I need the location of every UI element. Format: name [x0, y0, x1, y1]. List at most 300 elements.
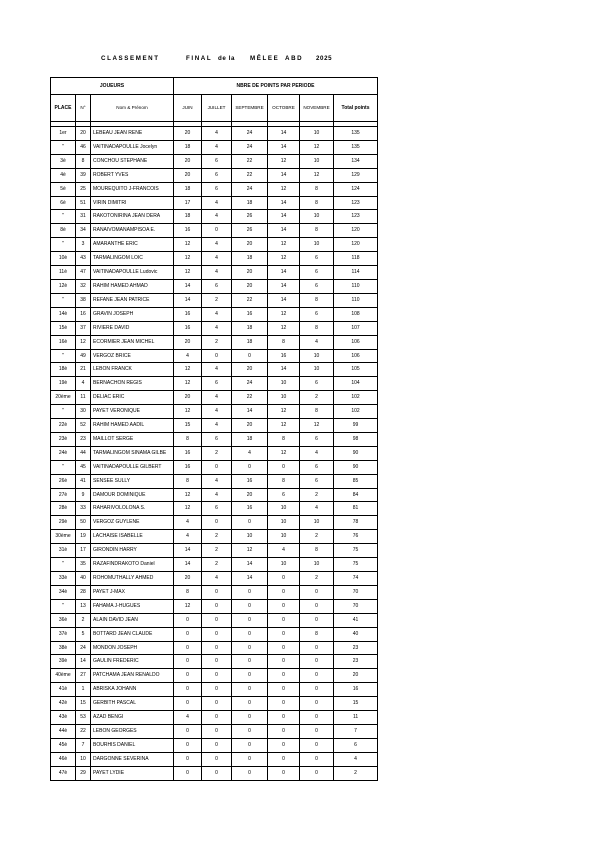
july-cell: 6 — [202, 168, 232, 182]
october-cell: 0 — [268, 572, 300, 586]
table-row — [51, 655, 378, 669]
name-cell: RAHIM HAMED AHMAD — [91, 279, 174, 293]
place-cell: 1er — [51, 127, 76, 141]
september-cell: 24 — [232, 140, 268, 154]
name-cell: LACHAISE ISABELLE — [91, 530, 174, 544]
table-row — [51, 516, 378, 530]
name-cell: ROHOMUTHALLY AHMED — [91, 572, 174, 586]
number-cell: 21 — [76, 363, 91, 377]
table-row — [51, 502, 378, 516]
name-cell: REFANE JEAN PATRICE — [91, 293, 174, 307]
november-cell: 12 — [300, 140, 334, 154]
place-cell: 44è — [51, 724, 76, 738]
november-cell: 10 — [300, 363, 334, 377]
november-cell: 0 — [300, 697, 334, 711]
number-cell: 53 — [76, 711, 91, 725]
november-cell: 8 — [300, 405, 334, 419]
october-cell: 0 — [268, 627, 300, 641]
place-cell: " — [51, 210, 76, 224]
july-cell: 6 — [202, 154, 232, 168]
total-cell: 7 — [334, 724, 378, 738]
table-row — [51, 154, 378, 168]
place-cell: 31è — [51, 544, 76, 558]
june-cell: 0 — [174, 683, 202, 697]
july-cell: 0 — [202, 697, 232, 711]
number-cell: 16 — [76, 307, 91, 321]
number-cell: 14 — [76, 655, 91, 669]
july-cell: 6 — [202, 502, 232, 516]
place-cell: 12è — [51, 279, 76, 293]
november-cell: 2 — [300, 530, 334, 544]
november-cell: 6 — [300, 432, 334, 446]
name-cell: VAITINADAPOULLE Jocelyn — [91, 140, 174, 154]
number-cell: 30 — [76, 405, 91, 419]
july-cell: 4 — [202, 321, 232, 335]
november-cell: 6 — [300, 474, 334, 488]
total-cell: 108 — [334, 307, 378, 321]
june-cell: 16 — [174, 307, 202, 321]
july-cell: 4 — [202, 363, 232, 377]
november-cell: 4 — [300, 335, 334, 349]
place-cell: 10è — [51, 252, 76, 266]
july-cell: 0 — [202, 752, 232, 766]
name-cell: GERBITH PASCAL — [91, 697, 174, 711]
total-cell: 110 — [334, 279, 378, 293]
table-row — [51, 697, 378, 711]
name-cell: LEBON FRANCK — [91, 363, 174, 377]
place-cell: " — [51, 460, 76, 474]
june-cell: 16 — [174, 446, 202, 460]
october-cell: 14 — [268, 210, 300, 224]
june-cell: 20 — [174, 335, 202, 349]
june-cell: 12 — [174, 377, 202, 391]
place-cell: " — [51, 293, 76, 307]
september-cell: 0 — [232, 641, 268, 655]
number-cell: 45 — [76, 460, 91, 474]
table-row — [51, 419, 378, 433]
november-cell: 4 — [300, 502, 334, 516]
june-cell: 14 — [174, 544, 202, 558]
table-row — [51, 266, 378, 280]
number-cell: 15 — [76, 697, 91, 711]
october-cell: 12 — [268, 446, 300, 460]
september-cell: 14 — [232, 558, 268, 572]
number-cell: 32 — [76, 279, 91, 293]
name-cell: PATCHAMA JEAN RENALDO — [91, 669, 174, 683]
october-cell: 6 — [268, 488, 300, 502]
october-cell: 4 — [268, 544, 300, 558]
september-cell: 12 — [232, 544, 268, 558]
number-cell: 31 — [76, 210, 91, 224]
september-cell: 20 — [232, 363, 268, 377]
june-cell: 14 — [174, 293, 202, 307]
november-cell: 8 — [300, 321, 334, 335]
page-title — [0, 55, 595, 67]
july-cell: 6 — [202, 377, 232, 391]
total-cell: 20 — [334, 669, 378, 683]
table-row — [51, 210, 378, 224]
period-header: NBRE DE POINTS PAR PERIODE — [174, 78, 378, 95]
place-cell: " — [51, 558, 76, 572]
place-cell: 4è — [51, 168, 76, 182]
september-cell: 0 — [232, 683, 268, 697]
july-cell: 4 — [202, 488, 232, 502]
july-cell: 0 — [202, 516, 232, 530]
october-cell: 0 — [268, 738, 300, 752]
total-cell: 41 — [334, 613, 378, 627]
june-cell: 16 — [174, 224, 202, 238]
november-cell: 0 — [300, 669, 334, 683]
june-cell: 12 — [174, 252, 202, 266]
october-cell: 0 — [268, 711, 300, 725]
place-header: PLACE — [51, 95, 76, 122]
november-cell: 10 — [300, 238, 334, 252]
table-row — [51, 279, 378, 293]
total-cell: 75 — [334, 558, 378, 572]
number-cell: 43 — [76, 252, 91, 266]
table-row — [51, 377, 378, 391]
july-cell: 4 — [202, 391, 232, 405]
total-cell: 106 — [334, 349, 378, 363]
october-cell: 0 — [268, 585, 300, 599]
table-row — [51, 572, 378, 586]
total-cell: 98 — [334, 432, 378, 446]
july-cell: 4 — [202, 419, 232, 433]
players-header: JOUEURS — [51, 78, 174, 95]
november-cell: 0 — [300, 613, 334, 627]
table-row — [51, 321, 378, 335]
september-cell: 0 — [232, 711, 268, 725]
november-cell: 6 — [300, 377, 334, 391]
table-row — [51, 196, 378, 210]
september-cell: 24 — [232, 377, 268, 391]
november-cell: 10 — [300, 558, 334, 572]
table-row — [51, 335, 378, 349]
name-cell: MONDON JOSEPH — [91, 641, 174, 655]
name-cell: PAYET LYDIE — [91, 766, 174, 780]
june-cell: 0 — [174, 613, 202, 627]
september-cell: 0 — [232, 752, 268, 766]
june-cell: 12 — [174, 599, 202, 613]
october-cell: 14 — [268, 224, 300, 238]
july-cell: 0 — [202, 724, 232, 738]
place-cell: 45è — [51, 738, 76, 752]
place-cell: 37è — [51, 627, 76, 641]
total-cell: 104 — [334, 377, 378, 391]
october-cell: 0 — [268, 724, 300, 738]
july-cell: 0 — [202, 766, 232, 780]
november-cell: 0 — [300, 585, 334, 599]
november-cell: 4 — [300, 446, 334, 460]
name-cell: LEBEAU JEAN RENE — [91, 127, 174, 141]
november-cell: 12 — [300, 419, 334, 433]
september-cell: 18 — [232, 321, 268, 335]
september-cell: 0 — [232, 627, 268, 641]
june-cell: 4 — [174, 530, 202, 544]
place-cell: 20ème — [51, 391, 76, 405]
november-cell: 8 — [300, 182, 334, 196]
total-cell: 102 — [334, 405, 378, 419]
total-cell: 2 — [334, 766, 378, 780]
name-cell: VAITINADAPOULLE Ludovic — [91, 266, 174, 280]
september-cell: 22 — [232, 154, 268, 168]
october-cell: 14 — [268, 196, 300, 210]
july-cell: 4 — [202, 307, 232, 321]
september-cell: 16 — [232, 474, 268, 488]
october-cell: 12 — [268, 419, 300, 433]
name-cell: TARMALINGOM SINAMA GILBE — [91, 446, 174, 460]
october-cell: 10 — [268, 516, 300, 530]
september-cell: 0 — [232, 349, 268, 363]
september-cell: 14 — [232, 572, 268, 586]
table-row — [51, 752, 378, 766]
june-cell: 12 — [174, 488, 202, 502]
name-cell: MOUREQUITO J-FRANCOIS — [91, 182, 174, 196]
november-cell: 8 — [300, 293, 334, 307]
july-cell: 2 — [202, 335, 232, 349]
october-cell: 16 — [268, 349, 300, 363]
place-cell: 39è — [51, 655, 76, 669]
september-cell: 0 — [232, 697, 268, 711]
name-cell: BOTTARD JEAN CLAUDE — [91, 627, 174, 641]
place-cell: " — [51, 238, 76, 252]
name-cell: FAHAMA J-HUGUES — [91, 599, 174, 613]
october-cell: 12 — [268, 307, 300, 321]
number-cell: 11 — [76, 391, 91, 405]
june-cell: 20 — [174, 154, 202, 168]
june-cell: 8 — [174, 432, 202, 446]
june-cell: 0 — [174, 655, 202, 669]
june-cell: 8 — [174, 585, 202, 599]
june-cell: 0 — [174, 627, 202, 641]
total-cell: 120 — [334, 238, 378, 252]
table-row — [51, 711, 378, 725]
name-header: Nom & Prénom — [91, 95, 174, 122]
table-row — [51, 474, 378, 488]
total-cell: 40 — [334, 627, 378, 641]
july-cell: 4 — [202, 127, 232, 141]
june-cell: 12 — [174, 405, 202, 419]
july-cell: 4 — [202, 266, 232, 280]
number-cell: 39 — [76, 168, 91, 182]
name-cell: VAITINADAPOULLE GILBERT — [91, 460, 174, 474]
october-cell: 14 — [268, 363, 300, 377]
july-cell: 0 — [202, 349, 232, 363]
october-cell: 12 — [268, 321, 300, 335]
table-row — [51, 585, 378, 599]
september-cell: 0 — [232, 613, 268, 627]
number-cell: 8 — [76, 154, 91, 168]
number-cell: 44 — [76, 446, 91, 460]
june-cell: 4 — [174, 711, 202, 725]
july-cell: 0 — [202, 599, 232, 613]
number-cell: 47 — [76, 266, 91, 280]
number-cell: 1 — [76, 683, 91, 697]
july-cell: 4 — [202, 210, 232, 224]
place-cell: 41è — [51, 683, 76, 697]
july-cell: 4 — [202, 474, 232, 488]
name-cell: ECORMIER JEAN MICHEL — [91, 335, 174, 349]
number-cell: 23 — [76, 432, 91, 446]
october-cell: 0 — [268, 655, 300, 669]
june-cell: 18 — [174, 210, 202, 224]
number-cell: 37 — [76, 321, 91, 335]
september-cell: 0 — [232, 724, 268, 738]
september-cell: 20 — [232, 419, 268, 433]
total-cell: 134 — [334, 154, 378, 168]
name-cell: CONCHOU STEPHANE — [91, 154, 174, 168]
total-cell: 129 — [334, 168, 378, 182]
total-cell: 114 — [334, 266, 378, 280]
name-cell: MAILLOT SERGE — [91, 432, 174, 446]
june-cell: 0 — [174, 738, 202, 752]
november-cell: 2 — [300, 488, 334, 502]
place-cell: 36è — [51, 613, 76, 627]
october-cell: 0 — [268, 752, 300, 766]
table-row — [51, 363, 378, 377]
total-header: Total points — [334, 95, 378, 122]
september-cell: 22 — [232, 391, 268, 405]
total-cell: 15 — [334, 697, 378, 711]
number-cell: 27 — [76, 669, 91, 683]
june-cell: 0 — [174, 697, 202, 711]
july-cell: 4 — [202, 238, 232, 252]
total-cell: 4 — [334, 752, 378, 766]
september-cell: 4 — [232, 446, 268, 460]
number-cell: 7 — [76, 738, 91, 752]
total-cell: 118 — [334, 252, 378, 266]
number-cell: 33 — [76, 502, 91, 516]
total-cell: 102 — [334, 391, 378, 405]
june-cell: 14 — [174, 558, 202, 572]
place-cell: 8è — [51, 224, 76, 238]
june-cell: 0 — [174, 752, 202, 766]
june-cell: 20 — [174, 391, 202, 405]
name-cell: PAYET J-MAX — [91, 585, 174, 599]
november-cell: 0 — [300, 683, 334, 697]
total-cell: 90 — [334, 446, 378, 460]
table-row — [51, 446, 378, 460]
september-cell: 20 — [232, 266, 268, 280]
october-cell: 14 — [268, 127, 300, 141]
september-cell: 16 — [232, 307, 268, 321]
total-cell: 107 — [334, 321, 378, 335]
name-cell: ALAIN DAVID JEAN — [91, 613, 174, 627]
name-cell: ROBERT YVES — [91, 168, 174, 182]
september-cell: 10 — [232, 530, 268, 544]
name-cell: TARMALINGOM LOIC — [91, 252, 174, 266]
november-cell: 6 — [300, 307, 334, 321]
july-cell: 6 — [202, 432, 232, 446]
total-cell: 123 — [334, 196, 378, 210]
total-cell: 84 — [334, 488, 378, 502]
name-cell: LEBON GEORGES — [91, 724, 174, 738]
september-cell: 20 — [232, 238, 268, 252]
july-cell: 0 — [202, 655, 232, 669]
total-cell: 110 — [334, 293, 378, 307]
november-cell: 2 — [300, 572, 334, 586]
table-row — [51, 293, 378, 307]
place-cell: 19è — [51, 377, 76, 391]
september-cell: 20 — [232, 279, 268, 293]
september-cell: 0 — [232, 655, 268, 669]
october-cell: 0 — [268, 669, 300, 683]
june-cell: 12 — [174, 266, 202, 280]
june-cell: 0 — [174, 669, 202, 683]
number-cell: 20 — [76, 127, 91, 141]
november-cell: 0 — [300, 599, 334, 613]
november-cell: 10 — [300, 349, 334, 363]
november-cell: 0 — [300, 724, 334, 738]
october-header: OCTOBRE — [268, 95, 300, 122]
november-cell: 10 — [300, 210, 334, 224]
number-cell: 40 — [76, 572, 91, 586]
table-row — [51, 460, 378, 474]
october-cell: 14 — [268, 293, 300, 307]
number-header: N° — [76, 95, 91, 122]
july-cell: 0 — [202, 683, 232, 697]
total-cell: 74 — [334, 572, 378, 586]
july-header: JUILLET — [202, 95, 232, 122]
july-cell: 0 — [202, 627, 232, 641]
place-cell: 42è — [51, 697, 76, 711]
october-cell: 12 — [268, 154, 300, 168]
total-cell: 85 — [334, 474, 378, 488]
table-row — [51, 349, 378, 363]
total-cell: 99 — [334, 419, 378, 433]
september-cell: 18 — [232, 196, 268, 210]
place-cell: 5è — [51, 182, 76, 196]
number-cell: 34 — [76, 224, 91, 238]
total-cell: 135 — [334, 140, 378, 154]
place-cell: " — [51, 140, 76, 154]
name-cell: PAYET VERONIQUE — [91, 405, 174, 419]
september-cell: 20 — [232, 488, 268, 502]
june-cell: 17 — [174, 196, 202, 210]
september-cell: 16 — [232, 502, 268, 516]
table-row — [51, 127, 378, 141]
title-word: 2025 — [316, 55, 333, 62]
july-cell: 2 — [202, 544, 232, 558]
name-cell: DELIAC ERIC — [91, 391, 174, 405]
name-cell: VERGOZ BRICE — [91, 349, 174, 363]
november-cell: 2 — [300, 391, 334, 405]
table-row — [51, 252, 378, 266]
table-row — [51, 224, 378, 238]
number-cell: 12 — [76, 335, 91, 349]
november-cell: 10 — [300, 516, 334, 530]
place-cell: 46è — [51, 752, 76, 766]
total-cell: 23 — [334, 641, 378, 655]
july-cell: 0 — [202, 585, 232, 599]
october-cell: 8 — [268, 474, 300, 488]
place-cell: 14è — [51, 307, 76, 321]
june-cell: 14 — [174, 279, 202, 293]
number-cell: 4 — [76, 377, 91, 391]
june-cell: 12 — [174, 238, 202, 252]
october-cell: 0 — [268, 599, 300, 613]
place-cell: 34è — [51, 585, 76, 599]
title-word: de la — [218, 55, 236, 62]
september-cell: 0 — [232, 585, 268, 599]
july-cell: 0 — [202, 460, 232, 474]
place-cell: 6è — [51, 196, 76, 210]
title-word: CLASSEMENT — [101, 55, 160, 62]
october-cell: 0 — [268, 641, 300, 655]
september-cell: 22 — [232, 293, 268, 307]
october-cell: 10 — [268, 530, 300, 544]
june-cell: 18 — [174, 140, 202, 154]
